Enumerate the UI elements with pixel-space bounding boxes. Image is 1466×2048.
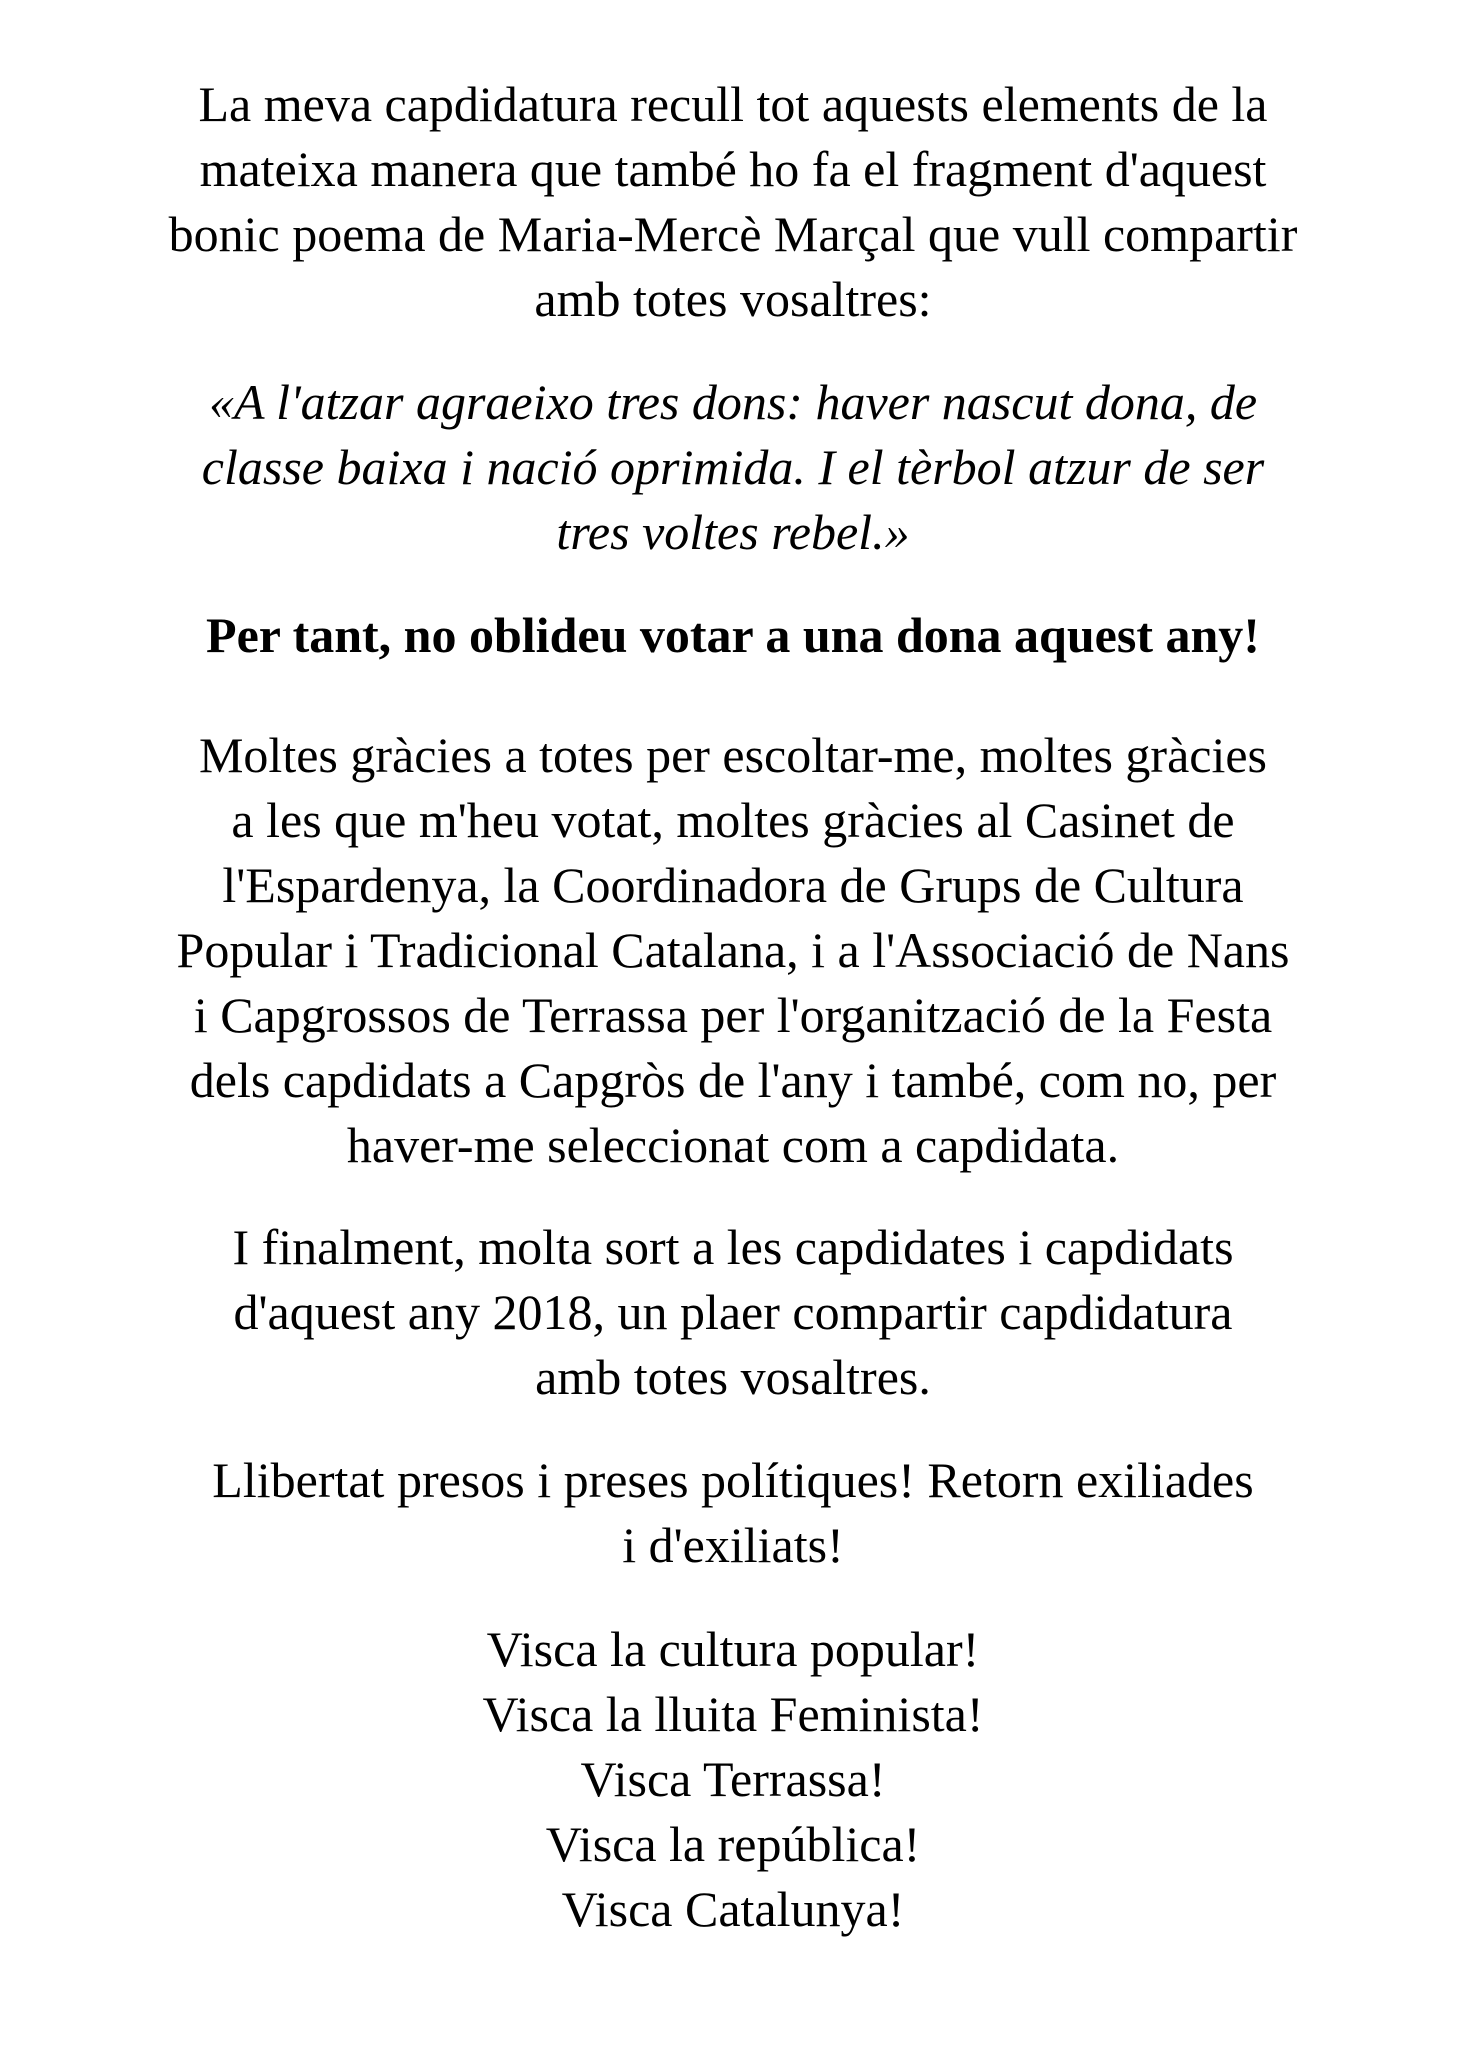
cheer-line: Visca la cultura popular! xyxy=(486,1621,980,1677)
vote-callout xyxy=(0,603,1466,668)
quote-line: tres voltes rebel.» xyxy=(556,504,910,560)
thanks-line: a les que m'heu votat, moltes gràcies al Casinet de xyxy=(231,792,1235,848)
thanks-line: Moltes gràcies a totes per escoltar-me, moltes gràcies xyxy=(198,727,1268,783)
poem-quote xyxy=(0,370,1466,565)
quote-line: «A l'atzar agraeixo tres dons: haver nascut dona, de xyxy=(208,374,1258,430)
good-luck-line: I finalment, molta sort a les capdidates i capdidats xyxy=(232,1219,1234,1275)
freedom-line: i d'exiliats! xyxy=(622,1517,844,1573)
good-luck-line: d'aquest any 2018, un plaer compartir capdidatura xyxy=(233,1284,1233,1340)
intro-paragraph xyxy=(0,72,1466,332)
freedom-line: Llibertat presos i preses polítiques! Retorn exiliades xyxy=(212,1452,1254,1508)
callout-line: Per tant, no oblideu votar a una dona aquest any! xyxy=(206,607,1260,663)
good-luck-paragraph xyxy=(0,1215,1466,1410)
intro-line: amb totes vosaltres: xyxy=(534,271,932,327)
quote-line: classe baixa i nació oprimida. I el tèrbol atzur de ser xyxy=(201,439,1265,495)
intro-line: La meva capdidatura recull tot aquests elements de la xyxy=(198,76,1268,132)
cheer-line: Visca Terrassa! xyxy=(580,1751,886,1807)
cheer-line: Visca la lluita Feminista! xyxy=(482,1686,984,1742)
good-luck-line: amb totes vosaltres. xyxy=(535,1349,931,1405)
thanks-line: i Capgrossos de Terrassa per l'organització de la Festa xyxy=(193,987,1273,1043)
freedom-paragraph xyxy=(0,1448,1466,1578)
cheer-line: Visca la república! xyxy=(545,1816,921,1872)
thanks-line: l'Espardenya, la Coordinadora de Grups de Cultura xyxy=(222,857,1244,913)
thanks-line: dels capdidats a Capgròs de l'any i també, com no, per xyxy=(189,1052,1277,1108)
intro-line: bonic poema de Maria-Mercè Marçal que vull compartir xyxy=(168,206,1298,262)
thanks-line: Popular i Tradicional Catalana, i a l'Associació de Nans xyxy=(176,922,1290,978)
thanks-line: haver-me seleccionat com a capdidata. xyxy=(346,1117,1120,1173)
cheers-list xyxy=(0,1617,1466,1942)
intro-line: mateixa manera que també ho fa el fragment d'aquest xyxy=(199,141,1267,197)
cheer-line: Visca Catalunya! xyxy=(561,1881,905,1937)
thanks-paragraph xyxy=(0,723,1466,1178)
